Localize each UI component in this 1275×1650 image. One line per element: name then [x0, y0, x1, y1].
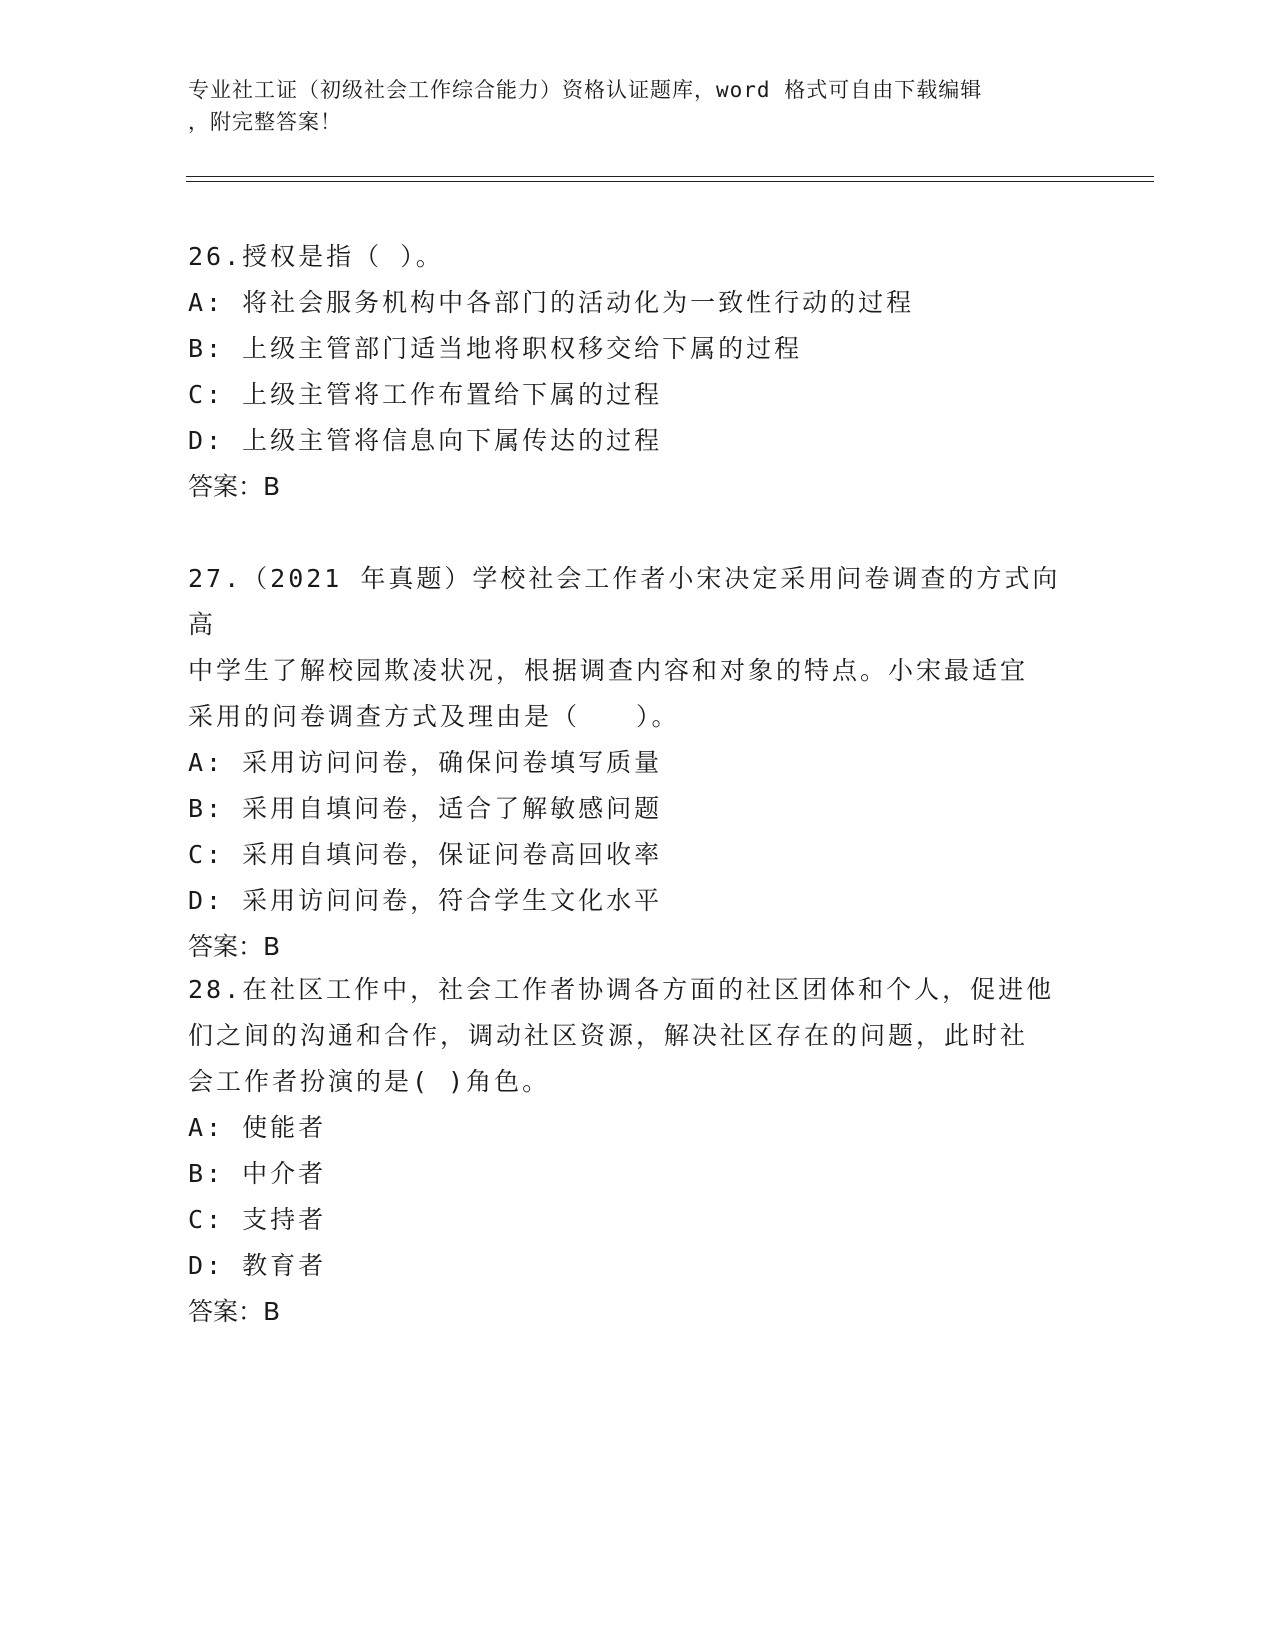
option-c: C: 采用自填问卷，保证问卷高回收率 — [188, 840, 663, 869]
question-stem-line-3: 会工作者扮演的是( )角色。 — [188, 1067, 551, 1096]
question-stem-line-2: 们之间的沟通和合作，调动社区资源，解决社区存在的问题，此时社 — [188, 1021, 1029, 1050]
option-d: D: 采用访问问卷，符合学生文化水平 — [188, 886, 663, 915]
option-d: D: 教育者 — [188, 1251, 327, 1280]
question-28 — [188, 967, 1088, 1335]
question-26 — [188, 234, 1088, 510]
answer: 答案：B — [188, 932, 281, 961]
answer: 答案：B — [188, 472, 281, 501]
document-header — [188, 74, 1068, 138]
header-line-2: ，附完整答案！ — [188, 110, 342, 134]
option-b: B: 上级主管部门适当地将职权移交给下属的过程 — [188, 334, 803, 363]
question-stem: 26.授权是指（ ）。 — [188, 242, 444, 271]
question-stem-line-1: 28.在社区工作中，社会工作者协调各方面的社区团体和个人，促进他 — [188, 975, 1055, 1004]
answer: 答案：B — [188, 1297, 281, 1326]
question-27 — [188, 556, 1088, 970]
question-stem-line-2: 中学生了解校园欺凌状况，根据调查内容和对象的特点。小宋最适宜 — [188, 656, 1029, 685]
option-d: D: 上级主管将信息向下属传达的过程 — [188, 426, 663, 455]
option-a: A: 使能者 — [188, 1113, 327, 1142]
question-stem-line-3: 采用的问卷调查方式及理由是（ ）。 — [188, 702, 680, 731]
option-a: A: 采用访问问卷，确保问卷填写质量 — [188, 748, 663, 777]
option-b: B: 中介者 — [188, 1159, 327, 1188]
header-divider-bottom — [186, 181, 1154, 182]
option-a: A: 将社会服务机构中各部门的活动化为一致性行动的过程 — [188, 288, 915, 317]
header-divider-top — [186, 176, 1154, 177]
header-line-1: 专业社工证（初级社会工作综合能力）资格认证题库，word 格式可自由下载编辑 — [188, 78, 983, 102]
option-b: B: 采用自填问卷，适合了解敏感问题 — [188, 794, 663, 823]
question-stem-line-1: 27.（2021 年真题）学校社会工作者小宋决定采用问卷调查的方式向高 — [188, 564, 1061, 639]
option-c: C: 上级主管将工作布置给下属的过程 — [188, 380, 663, 409]
option-c: C: 支持者 — [188, 1205, 327, 1234]
